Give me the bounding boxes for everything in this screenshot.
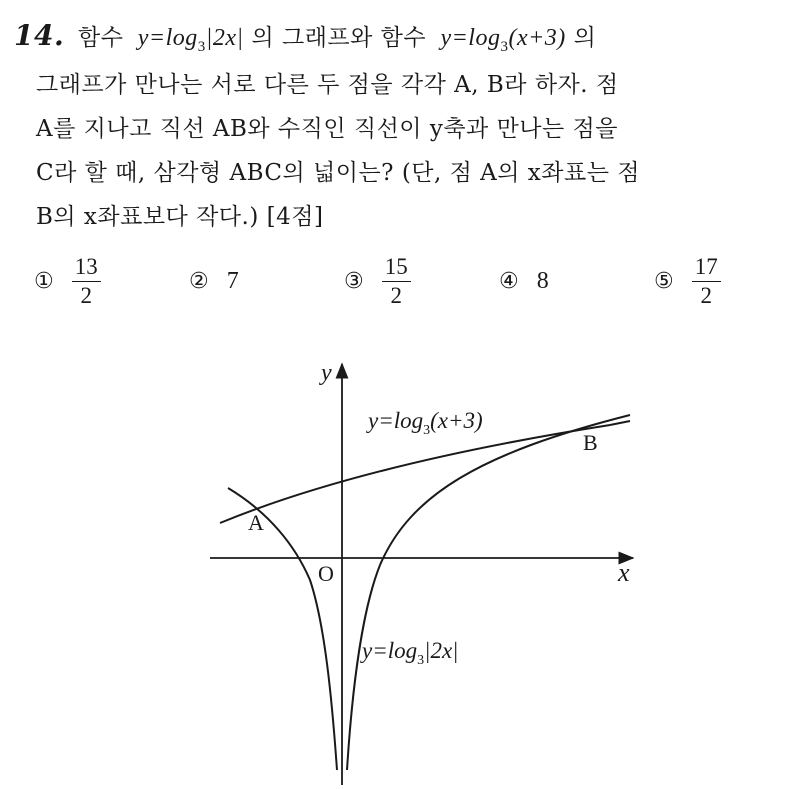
- problem-line-4: C라 할 때, 삼각형 ABC의 넓이는? (단, 점 A의 x좌표는 점: [36, 160, 640, 186]
- fraction-denominator: 2: [390, 282, 402, 308]
- curve-abs-label: $y=\log_3|2x|$: [362, 638, 459, 668]
- text-segment: 의: [573, 25, 597, 51]
- choice-marker: ④: [499, 268, 519, 294]
- text-segment: 함수: [78, 25, 124, 51]
- choice-value: 8: [536, 267, 549, 294]
- problem-line-5: B의 x좌표보다 작다.) [4점]: [36, 204, 324, 230]
- curve-log-shift-tail: [610, 421, 630, 425]
- curve-shift-label: $y=\log_3(x+3)$: [368, 408, 483, 438]
- choice-marker: ①: [34, 268, 54, 294]
- curve-log-abs-left: [228, 488, 337, 770]
- fraction-denominator: 2: [80, 282, 92, 308]
- equation-log-abs: $y=\log_3|2x|$: [137, 25, 244, 55]
- question-number: 14.: [14, 19, 65, 52]
- fraction-numerator: 15: [384, 253, 408, 279]
- choice-value: 7: [226, 267, 239, 294]
- fraction-numerator: 17: [694, 253, 718, 279]
- y-axis-label: y: [321, 360, 332, 386]
- curve-log-shift: [220, 425, 610, 523]
- text-segment: 의 그래프와 함수: [251, 25, 427, 51]
- choice-marker: ⑤: [654, 268, 674, 294]
- equation-log-shift: $y=\log_3(x+3)$: [440, 25, 566, 55]
- fraction-denominator: 2: [700, 282, 712, 308]
- origin-label: O: [318, 561, 334, 586]
- point-b-label: B: [583, 430, 598, 455]
- problem-line-2: 그래프가 만나는 서로 다른 두 점을 각각 A, B라 하자. 점: [36, 72, 619, 98]
- x-axis-label: x: [618, 558, 630, 587]
- problem-line-3: A를 지나고 직선 AB와 수직인 직선이 y축과 만나는 점을: [36, 116, 618, 142]
- choice-marker: ②: [189, 268, 209, 294]
- point-a-label: A: [248, 510, 264, 535]
- fraction-numerator: 13: [74, 253, 98, 279]
- choice-marker: ③: [344, 268, 364, 294]
